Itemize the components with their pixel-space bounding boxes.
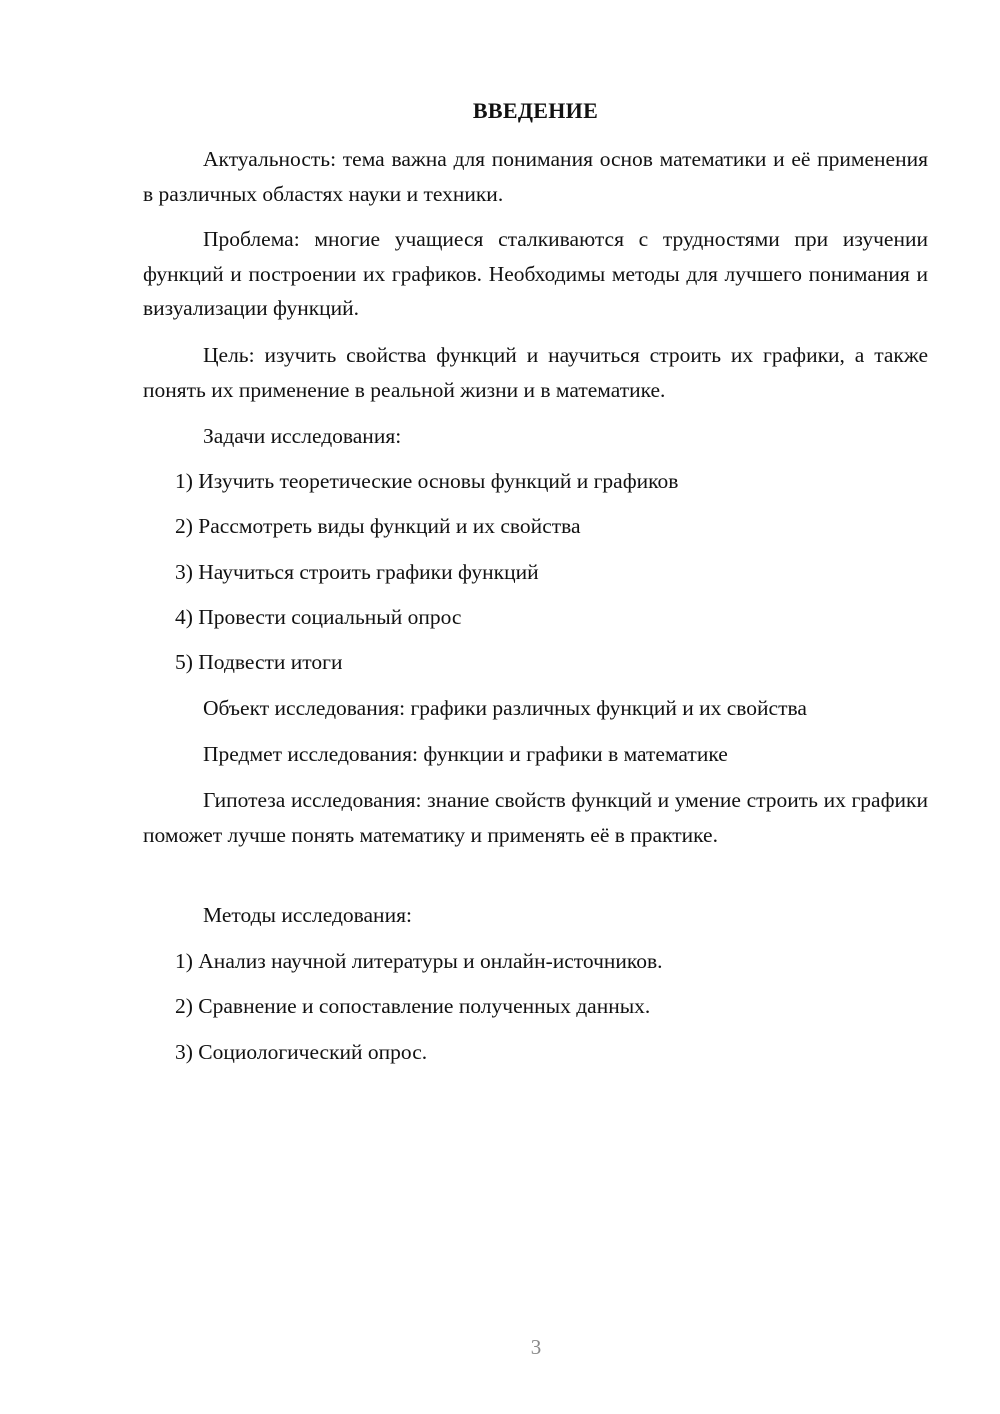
hypothesis-paragraph: Гипотеза исследования: знание свойств функций и умение строить их графики поможет лучше понять математику и применять её в практике. (143, 788, 928, 847)
research-object: Объект исследования: графики различных функций и их свойства (203, 696, 807, 720)
tasks-title: Задачи исследования: (203, 424, 402, 448)
method-item: 2) Сравнение и сопоставление полученных данных. (175, 994, 651, 1018)
method-item: 3) Социологический опрос. (175, 1040, 428, 1064)
relevance-paragraph: Актуальность: тема важна для понимания основ математики и её применения в различных областях науки и техники. (143, 147, 928, 206)
methods-title: Методы исследования: (203, 903, 412, 927)
method-item: 1) Анализ научной литературы и онлайн-источников. (175, 949, 663, 973)
task-item: 3) Научиться строить графики функций (175, 560, 539, 584)
section-heading: ВВЕДЕНИЕ (472, 98, 599, 123)
research-subject: Предмет исследования: функции и графики в математике (203, 742, 728, 766)
page-number: 3 (530, 1335, 542, 1359)
task-item: 2) Рассмотреть виды функций и их свойства (175, 514, 581, 538)
task-item: 4) Провести социальный опрос (175, 605, 462, 629)
task-item: 1) Изучить теоретические основы функций и графиков (175, 469, 679, 493)
problem-paragraph: Проблема: многие учащиеся сталкиваются с трудностями при изучении функций и построении их графиков. Необходимы методы для лучшего понимания и визуализации функций. (143, 227, 928, 320)
goal-paragraph: Цель: изучить свойства функций и научиться строить их графики, а также понять их применение в реальной жизни и в математике. (143, 343, 928, 402)
task-item: 5) Подвести итоги (175, 650, 343, 674)
